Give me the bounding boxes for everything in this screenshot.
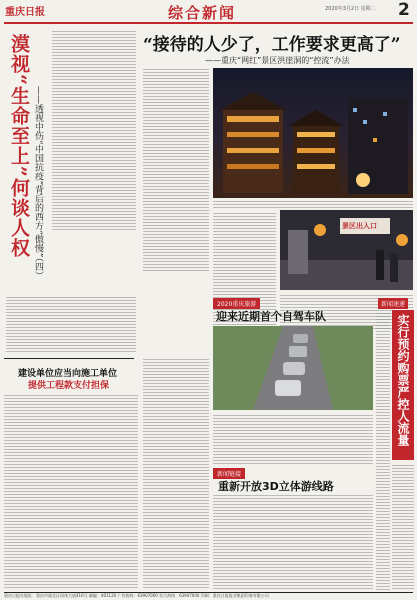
section-divider-left (4, 358, 134, 359)
middle-story-kicker: 2020重庆旅游 (213, 298, 260, 309)
right-story-body (376, 312, 390, 590)
night-scene-illustration (213, 68, 413, 198)
date-line: 2020年3月2日 星期二 (325, 6, 376, 12)
bottom-story-headline: 重新开放3D立体游线路 (218, 480, 334, 493)
middle-story-body (213, 414, 373, 466)
right-story-headline: 实行预约购票严控人流量 (396, 314, 410, 446)
car-fleet-photo (213, 326, 373, 410)
right-story-kicker: 新闻速递 (378, 298, 408, 309)
commentary-title: 漠视“生命至上”何谈人权 (8, 34, 30, 258)
scenic-entrance-photo (280, 210, 413, 290)
commentary-subtitle: ——透视中伤“中国抗疫”背后的西方“傲慢”（四） (33, 86, 43, 280)
page-number: 2 (398, 0, 410, 20)
left-commentary (4, 26, 138, 356)
right-story-body-b (392, 464, 414, 590)
section-title: 综合新闻 (168, 4, 237, 22)
top-story-subhead: ——重庆“网红”景区洪崖洞的“控流”办法 (205, 56, 350, 65)
bottom-story-kicker: 新闻链接 (213, 468, 245, 479)
masthead-rule (4, 22, 413, 24)
photo-caption (213, 200, 413, 208)
top-story-body-left (143, 68, 209, 273)
commentary-body-b (6, 296, 136, 352)
footer-text: 重庆日报社地址：重庆市渝北区同茂大道416号 邮编：401120 广告热线：63907000 发行热线：63907000 印刷：重庆日报报业集团印务有限公司 (4, 593, 269, 598)
middle-story-headline: 迎来近期首个自驾车队 (216, 310, 326, 323)
paper-logo: 重庆日报 (5, 7, 45, 18)
middle-left-headline: 建设单位应当向施工单位 (18, 369, 118, 379)
middle-left-body (4, 394, 138, 590)
road-illustration (213, 326, 373, 410)
commentary-body-a (52, 30, 136, 230)
right-story-headline-box (392, 310, 414, 460)
middle-left-headline-2: 提供工程款支付担保 (28, 381, 110, 391)
middle-column-body (143, 358, 209, 590)
masthead (0, 0, 417, 22)
top-story-headline: “接待的人少了，工作要求更高了” (143, 35, 401, 55)
bottom-story-body (213, 494, 373, 590)
entrance-sign: 景区出入口 (342, 222, 377, 230)
hongyadong-night-photo (213, 68, 413, 198)
